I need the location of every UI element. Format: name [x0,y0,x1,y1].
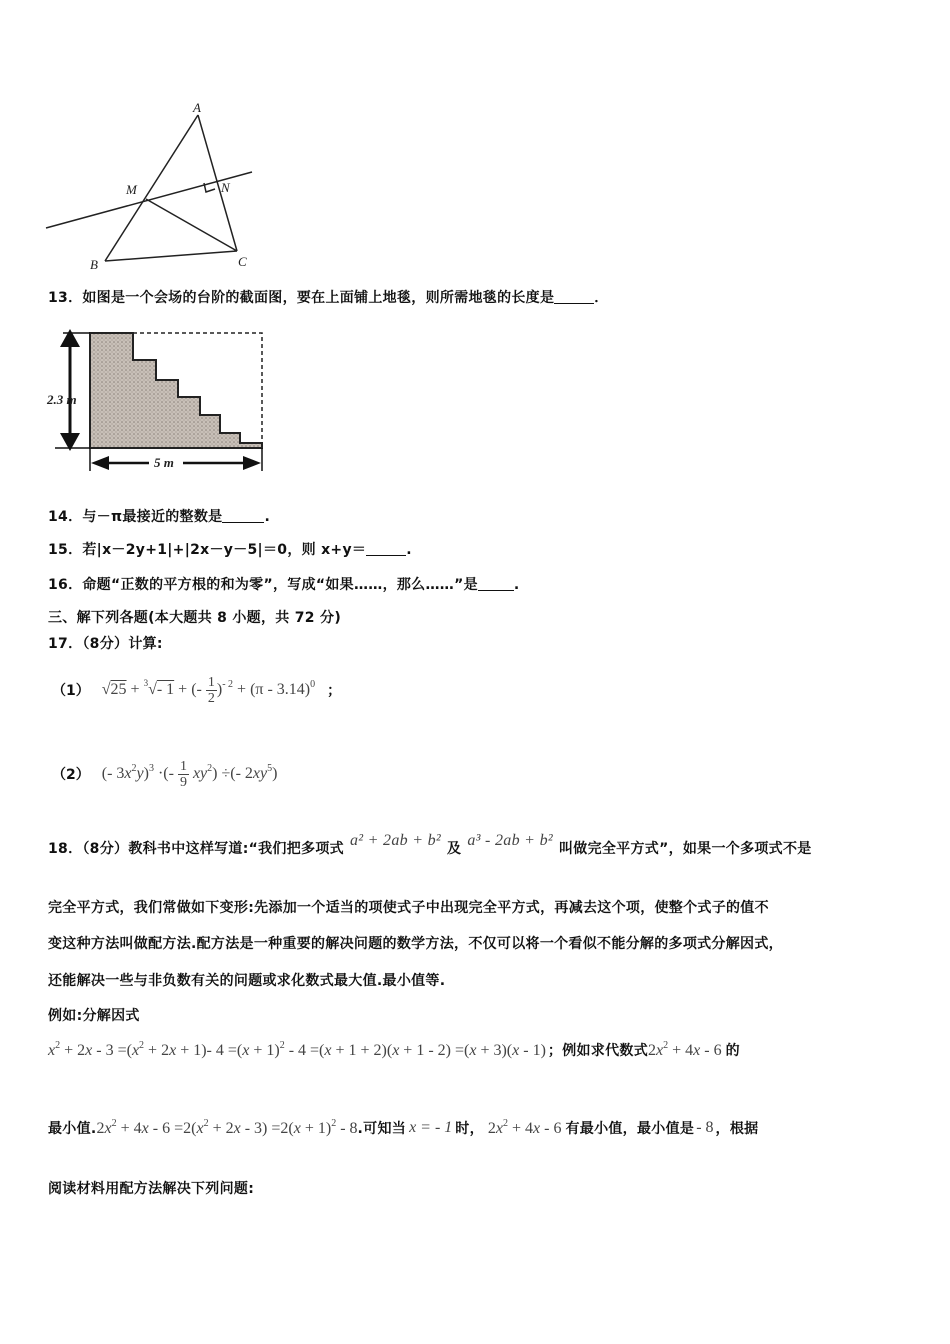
polynomial-1: a² + 2ab + b² [349,832,442,849]
minimum-value: - 8 [696,1119,714,1136]
height-label: 2.3 m [47,392,77,407]
question-17-part-1: （1） √25 + $^3$√- 1 + (- $\frac{1}{2}$ )$^{- 2}$ + (π - 3.14)$^0$ ； [52,674,342,706]
expression-target-2: $2x^2 + 4x - 6$ [487,1118,562,1137]
question-16-end: . [513,577,520,593]
question-16 [48,574,520,594]
width-label: 5 m [154,455,174,470]
side-ab [105,115,198,261]
question-13-text: 13．如图是一个会场的台阶的截面图，要在上面铺上地毯，则所需地毯的长度是 [48,290,555,306]
question-15 [48,539,412,559]
arrow-up-icon [60,329,80,347]
factoring-example: $x^2 + 2x - 3 =(x^2 + 2x + 1)-$ $4 =(x + 1)^2 - 4 =(x + 1 + 2)(x + 1 - 2) =(x + 3)(x - 1)$ ；例如求代数式 $2x^2 + 4x - 6$ 的 [48,1040,740,1059]
question-15-end: . [406,542,412,558]
question-18-line-2: 完全平方式，我们常做如下变形:先添加一个适当的项使式子中出现完全平方式，再减去这个项，使整个式子的值不 [48,900,769,916]
question-18-lead: 18．（8分）教科书中这样写道:“我们把多项式 [48,841,344,857]
sqrt-radicand: 25 [110,680,127,698]
question-18-line-3: 变这种方法叫做配方法.配方法是一种重要的解决问题的数学方法，不仅可以将一个看似不能分解的多项式分解因式， [48,936,783,952]
answer-blank [554,289,594,304]
fraction-half: $\frac{1}{2}$ [207,674,215,706]
polynomial-2: a³ - 2ab + b² [467,832,553,849]
question-18-line-1: 18．（8分）教科书中这样写道:“我们把多项式 a² + 2ab + b² 及 a³ - 2ab + b² 叫做完全平方式”，如果一个多项式不是 [48,832,812,857]
question-17-part-2 [52,752,277,796]
stairs-shape [90,333,262,448]
minimum-example: 最小值. $2x^2 + 4x - 6 =2(x^2 + 2x - 3) =2(x + 1)^2 - 8$ .可知当 x = - 1 时， $2x^2 + 4x - 6$ 有最小值，最小值是 - 8 ，根据 [48,1118,759,1137]
label-n: N [221,180,230,195]
question-14-end: . [264,509,271,525]
label-c: C [238,254,247,269]
part-label: （2） [52,767,90,783]
answer-blank [222,508,264,523]
question-14 [48,506,270,526]
question-16-text: 16．命题“正数的平方根的和为零”，写成“如果……，那么……”是 [48,577,478,593]
question-18-line-4: 还能解决一些与非负数有关的问题或求化数式最大值.最小值等. [48,973,446,989]
answer-blank [478,576,514,591]
question-13 [48,287,609,307]
x-value: x = - 1 [409,1119,453,1136]
stairs-figure [45,325,270,475]
arrow-right-icon [243,456,261,470]
cbrt-radicand: - 1 [156,680,175,698]
side-bc [105,251,237,261]
question-15-text: 15．若|x－2y+1|+|2x－y－5|＝0，则 x+y＝ [48,542,367,558]
triangle-figure [40,95,270,275]
label-m: M [126,182,137,197]
fraction-ninth: $\frac{1}{9}$ [179,758,187,790]
factoring-equation: $x^2 + 2x - 3 =(x^2 + 2x + 1)-$ $4 =(x + 1)^2 - 4 =(x + 1 + 2)(x + 1 - 2) =(x + 3)(x - 1)$ [48,1040,546,1059]
question-14-text: 14．与－π最接近的整数是 [48,509,223,525]
label-a: A [193,100,201,115]
side-ac [198,115,237,251]
question-17-header: 17．（8分）计算: [48,636,163,652]
answer-blank [366,541,406,556]
section-heading: 三、解下列各题(本大题共 8 小题，共 72 分) [48,610,342,626]
exponent-zero: 0 [310,678,316,690]
question-18-prompt: 阅读材料用配方法解决下列问题: [48,1181,255,1197]
question-18-tail: 叫做完全平方式”，如果一个多项式不是 [558,841,812,857]
label-b: B [90,257,98,272]
part-label: （1） [52,683,90,699]
expression-target: $2x^2 + 4x - 6$ [648,1040,722,1059]
cbrt-index: 3 [143,677,149,688]
example-label: 例如:分解因式 [48,1008,140,1024]
pi-term: (π - 3.14) [250,680,311,698]
expression-1: √25 + $^3$√- 1 + (- $\frac{1}{2}$ )$^{- 2}$ + (π - 3.14)$^0$ [101,674,316,706]
exponent: - 2 [222,678,234,690]
expression-2: (- $3x^2y)^3$ ·(- $\frac{1}{9}$ $xy^2$) ÷(- $2xy^5$) [101,758,278,790]
arrow-left-icon [91,456,109,470]
question-13-end: ． [594,290,609,306]
completing-square-equation: $2x^2 + 4x - 6 =2(x^2 + 2x - 3) =2(x + 1)^2 - 8$ [96,1118,358,1137]
segment-mc [146,199,237,251]
